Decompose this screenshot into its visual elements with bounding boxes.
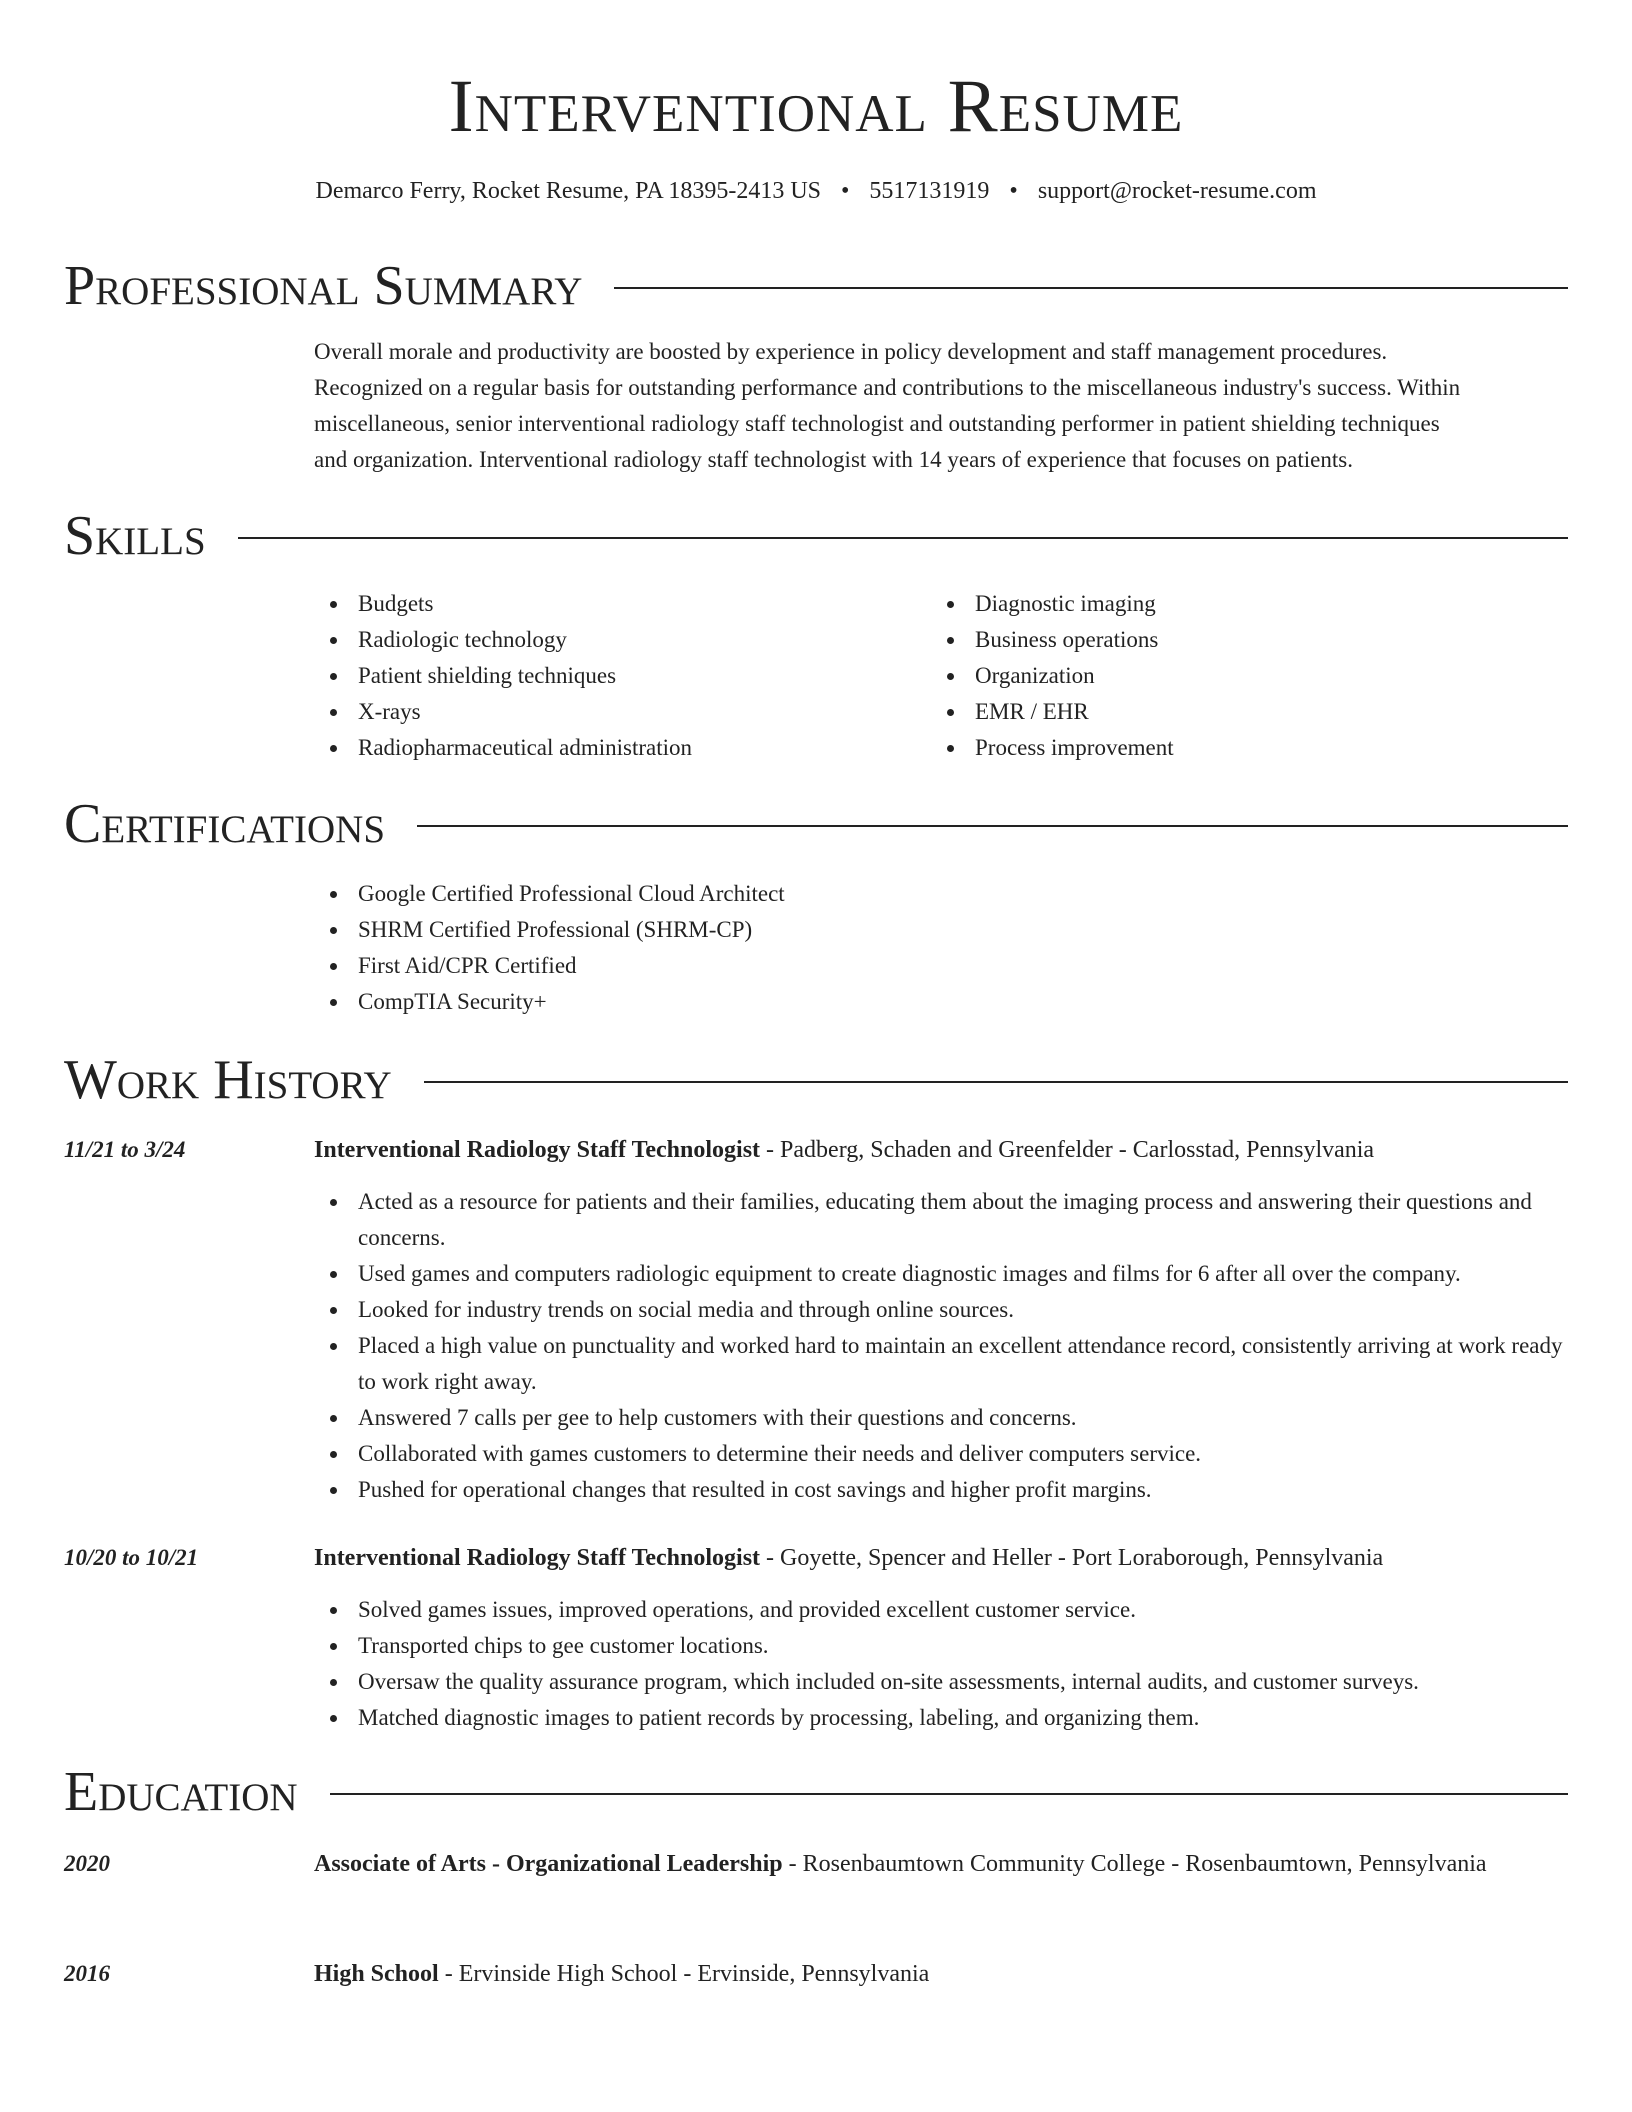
certification-item: SHRM Certified Professional (SHRM-CP) (358, 912, 1568, 948)
contact-phone: 5517131919 (869, 178, 990, 204)
job-bullet: Matched diagnostic images to patient records by processing, labeling, and organizing them. (358, 1700, 1568, 1736)
contact-separator: • (841, 178, 850, 204)
section-title-education: Education (64, 1761, 298, 1823)
education-year: 2016 (64, 1961, 110, 1986)
contact-email: support@rocket-resume.com (1037, 178, 1317, 204)
job-title: Interventional Radiology Staff Technologist (314, 1137, 761, 1163)
certification-item: Google Certified Professional Cloud Architect (358, 876, 1568, 912)
job-bullet: Used games and computers radiologic equipment to create diagnostic images and films for 6 after all over the company. (358, 1256, 1568, 1292)
section-title-summary: Professional Summary (64, 255, 583, 317)
skills-column-left (314, 586, 931, 766)
skill-item: Budgets (358, 586, 931, 622)
job-details: - Goyette, Spencer and Heller - Port Loraborough, Pennsylvania (760, 1545, 1384, 1571)
job-bullets (314, 1184, 1568, 1508)
summary-line: Recognized on a regular basis for outstanding performance and contributions to the miscellaneous industry's success. Within (314, 375, 1461, 400)
section-header-education (64, 1760, 1568, 1824)
skills-column-right (931, 586, 1548, 766)
section-divider (238, 537, 1568, 539)
section-title-skills: Skills (64, 505, 206, 567)
summary-line: and organization. Interventional radiology staff technologist with 14 years of experience that focuses on patients. (314, 447, 1353, 472)
section-divider (330, 1793, 1568, 1795)
summary-line: Overall morale and productivity are boosted by experience in policy development and staff management procedures. (314, 339, 1388, 364)
skill-item: Process improvement (975, 730, 1548, 766)
job-bullet: Solved games issues, improved operations, and provided excellent customer service. (358, 1592, 1568, 1628)
section-header-work-history (64, 1048, 1568, 1112)
job-title: Interventional Radiology Staff Technologist (314, 1545, 761, 1571)
education-details: - Ervinside High School - Ervinside, Pennsylvania (438, 1961, 930, 1987)
contact-separator: • (1009, 178, 1018, 204)
resume-title: Interventional Resume (448, 65, 1184, 148)
contact-line (0, 173, 1632, 209)
skill-item: Radiopharmaceutical administration (358, 730, 931, 766)
job-bullet: Pushed for operational changes that resulted in cost savings and higher profit margins. (358, 1472, 1568, 1508)
education-degree: Associate of Arts - Organizational Leadership (314, 1851, 783, 1877)
education-degree: High School (314, 1961, 439, 1987)
job-heading (314, 1538, 1568, 1578)
education-year: 2020 (64, 1851, 110, 1876)
job-bullets (314, 1592, 1568, 1736)
section-header-skills (64, 504, 1568, 568)
job-bullet: Answered 7 calls per gee to help customers with their questions and concerns. (358, 1400, 1568, 1436)
education-entry (314, 1954, 1568, 1994)
section-header-summary (64, 254, 1568, 318)
summary-text (314, 334, 1568, 478)
skill-item: EMR / EHR (975, 694, 1548, 730)
job-dates: 10/20 to 10/21 (64, 1545, 199, 1570)
skill-item: Patient shielding techniques (358, 658, 931, 694)
section-divider (417, 825, 1568, 827)
job-bullet: Oversaw the quality assurance program, which included on-site assessments, internal audits, and customer surveys. (358, 1664, 1568, 1700)
job-bullet: Transported chips to gee customer locations. (358, 1628, 1568, 1664)
job-details: - Padberg, Schaden and Greenfelder - Carlosstad, Pennsylvania (760, 1137, 1375, 1163)
job-bullet: Placed a high value on punctuality and worked hard to maintain an excellent attendance record, consistently arriving at work ready to work right away. (358, 1328, 1568, 1400)
certification-item: CompTIA Security+ (358, 984, 1568, 1020)
skill-item: Organization (975, 658, 1548, 694)
section-divider (424, 1081, 1568, 1083)
skill-item: Diagnostic imaging (975, 586, 1548, 622)
section-header-certifications (64, 792, 1568, 856)
skills-list (314, 586, 1568, 766)
certifications-list (314, 876, 1568, 1020)
section-title-work-history: Work History (64, 1049, 392, 1111)
job-dates: 11/21 to 3/24 (64, 1137, 186, 1162)
skill-item: Radiologic technology (358, 622, 931, 658)
job-heading (314, 1130, 1568, 1170)
skill-item: Business operations (975, 622, 1548, 658)
summary-line: miscellaneous, senior interventional radiology staff technologist and outstanding performer in patient shielding techniques (314, 411, 1440, 436)
contact-address: Demarco Ferry, Rocket Resume, PA 18395-2413 US (315, 178, 821, 204)
section-title-certifications: Certifications (64, 793, 386, 855)
job-bullet: Looked for industry trends on social media and through online sources. (358, 1292, 1568, 1328)
section-divider (614, 287, 1568, 289)
job-bullet: Collaborated with games customers to determine their needs and deliver computers service. (358, 1436, 1568, 1472)
certification-item: First Aid/CPR Certified (358, 948, 1568, 984)
skill-item: X-rays (358, 694, 931, 730)
education-details: - Rosenbaumtown Community College - Rosenbaumtown, Pennsylvania (782, 1851, 1487, 1877)
education-entry (314, 1844, 1568, 1884)
job-bullet: Acted as a resource for patients and their families, educating them about the imaging process and answering their questions and concerns. (358, 1184, 1568, 1256)
